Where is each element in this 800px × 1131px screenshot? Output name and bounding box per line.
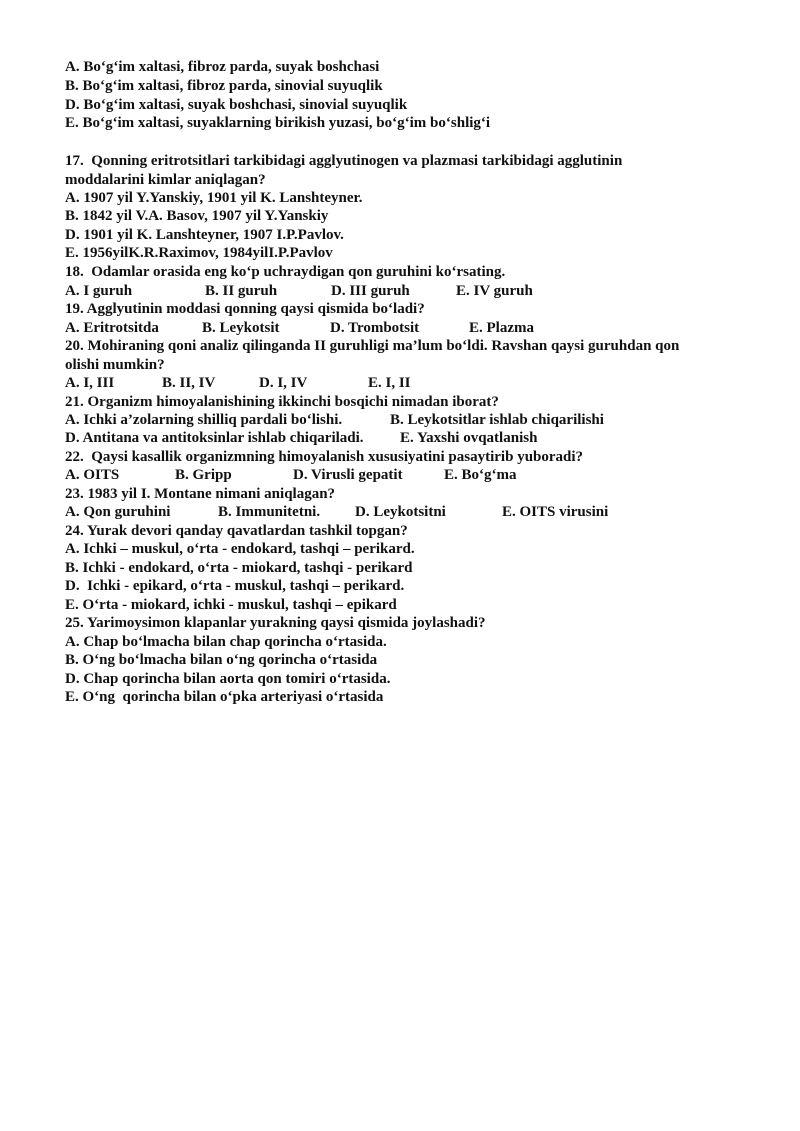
- text-line: 20. Mohiraning qoni analiz qilinganda II guruhligi ma’lum bo‘ldi. Ravshan qaysi guruhdan qon: [65, 338, 680, 354]
- answer-option: B. Leykotsit: [202, 320, 280, 336]
- answer-option: B. Immunitetni.: [218, 504, 321, 520]
- answer-option: E. I, II: [368, 375, 411, 391]
- answer-option: B. Leykotsitlar ishlab chiqarilishi: [390, 412, 604, 428]
- answer-option: B. II, IV: [162, 375, 216, 391]
- text-line: 22. Qaysi kasallik organizmning himoyalanish xususiyatini pasaytirib yuboradi?: [65, 449, 584, 465]
- text-line: A. Bo‘g‘im xaltasi, fibroz parda, suyak boshchasi: [65, 59, 380, 75]
- answer-option: E. Plazma: [469, 320, 534, 336]
- text-line: E. 1956yilK.R.Raximov, 1984yilI.P.Pavlov: [65, 245, 333, 261]
- text-line: 23. 1983 yil I. Montane nimani aniqlagan?: [65, 486, 336, 502]
- text-line: B. Ichki - endokard, o‘rta - miokard, tashqi - perikard: [65, 560, 413, 576]
- text-line: D. 1901 yil K. Lanshteyner, 1907 I.P.Pavlov.: [65, 227, 344, 243]
- answer-option: D. III guruh: [331, 283, 410, 299]
- text-line: [65, 374, 765, 392]
- text-line: D. Chap qorincha bilan aorta qon tomiri o‘rtasida.: [65, 671, 391, 687]
- text-line: E. O‘rta - miokard, ichki - muskul, tashqi – epikard: [65, 597, 397, 613]
- text-line: B. Bo‘g‘im xaltasi, fibroz parda, sinovial suyuqlik: [65, 78, 383, 94]
- answer-option: E. IV guruh: [456, 283, 533, 299]
- text-line: 17. Qonning eritrotsitlari tarkibidagi agglyutinogen va plazmasi tarkibidagi agglutinin: [65, 153, 623, 169]
- text-line: A. 1907 yil Y.Yanskiy, 1901 yil K. Lanshteyner.: [65, 190, 363, 206]
- answer-option: A. Eritrotsitda: [65, 320, 159, 336]
- text-line: [65, 319, 765, 337]
- answer-option: A. I guruh: [65, 283, 133, 299]
- answer-option: E. Bo‘g‘ma: [444, 467, 517, 483]
- text-line: 18. Odamlar orasida eng ko‘p uchraydigan qon guruhini ko‘rsating.: [65, 264, 506, 280]
- text-line: [65, 503, 765, 521]
- text-line: 21. Organizm himoyalanishining ikkinchi bosqichi nimadan iborat?: [65, 394, 499, 410]
- text-line: [65, 282, 765, 300]
- text-line: D. Ichki - epikard, o‘rta - muskul, tashqi – perikard.: [65, 578, 405, 594]
- text-line: 24. Yurak devori qanday qavatlardan tashkil topgan?: [65, 523, 408, 539]
- answer-option: D. Virusli gepatit: [293, 467, 403, 483]
- text-line: E. Bo‘g‘im xaltasi, suyaklarning birikish yuzasi, bo‘g‘im bo‘shlig‘i: [65, 115, 491, 131]
- text-line: 19. Agglyutinin moddasi qonning qaysi qismida bo‘ladi?: [65, 301, 425, 317]
- answer-option: A. Qon guruhini: [65, 504, 171, 520]
- answer-option: B. Gripp: [175, 467, 232, 483]
- text-line: [65, 466, 765, 484]
- text-line: B. O‘ng bo‘lmacha bilan o‘ng qorincha o‘rtasida: [65, 652, 378, 668]
- answer-option: D. Trombotsit: [330, 320, 420, 336]
- answer-option: D. Antitana va antitoksinlar ishlab chiqariladi.: [65, 430, 364, 446]
- answer-option: D. I, IV: [259, 375, 308, 391]
- text-line: 25. Yarimoysimon klapanlar yurakning qaysi qismida joylashadi?: [65, 615, 486, 631]
- answer-option: D. Leykotsitni: [355, 504, 446, 520]
- answer-option: B. II guruh: [205, 283, 278, 299]
- answer-option: A. I, III: [65, 375, 115, 391]
- text-line: [65, 429, 765, 447]
- answer-option: A. Ichki a’zolarning shilliq pardali bo‘lishi.: [65, 412, 343, 428]
- answer-option: A. OITS: [65, 467, 120, 483]
- text-line: olishi mumkin?: [65, 357, 165, 373]
- text-line: E. O‘ng qorincha bilan o‘pka arteriyasi o‘rtasida: [65, 689, 384, 705]
- text-line: B. 1842 yil V.A. Basov, 1907 yil Y.Yanskiy: [65, 208, 329, 224]
- text-line: A. Ichki – muskul, o‘rta - endokard, tashqi – perikard.: [65, 541, 415, 557]
- answer-option: E. Yaxshi ovqatlanish: [400, 430, 538, 446]
- text-line: moddalarini kimlar aniqlagan?: [65, 172, 266, 188]
- answer-option: E. OITS virusini: [502, 504, 609, 520]
- text-line: D. Bo‘g‘im xaltasi, suyak boshchasi, sinovial suyuqlik: [65, 97, 408, 113]
- text-line: [65, 411, 765, 429]
- text-line: A. Chap bo‘lmacha bilan chap qorincha o‘rtasida.: [65, 634, 387, 650]
